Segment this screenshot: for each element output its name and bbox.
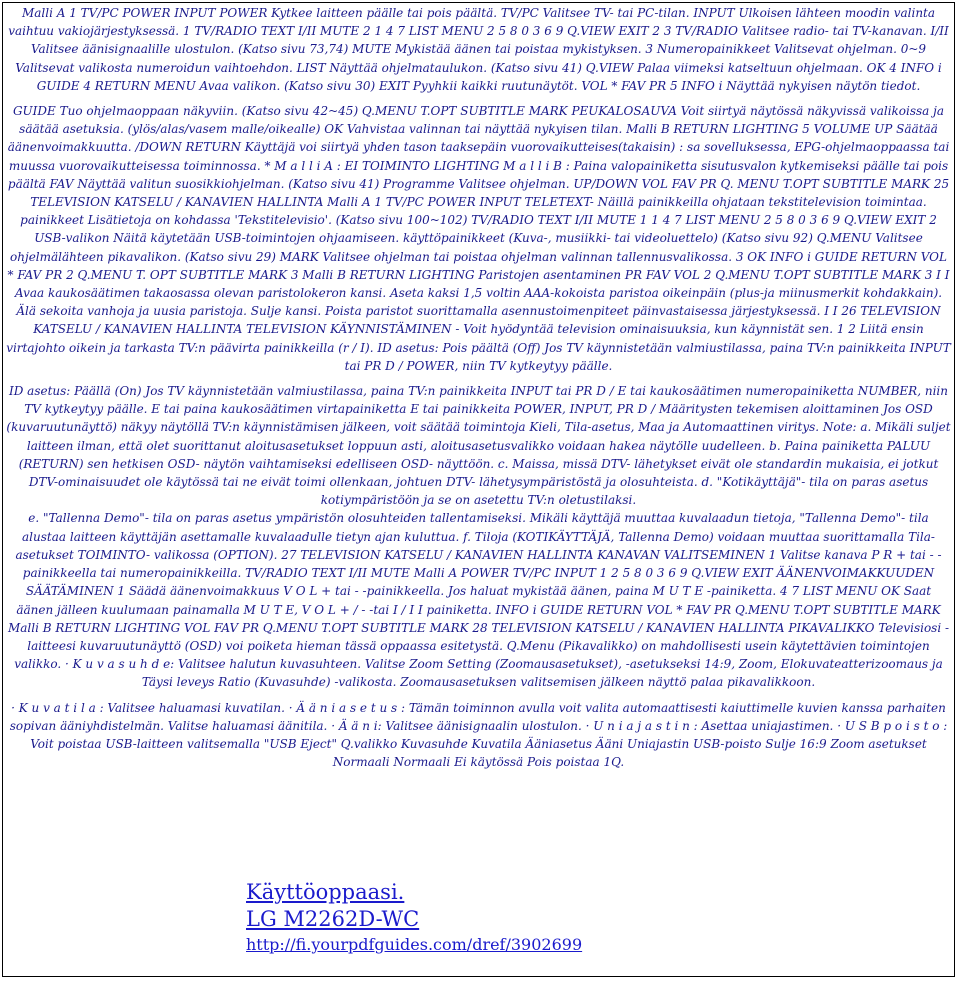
document-page xyxy=(2,2,955,977)
manual-title-link[interactable]: Käyttöoppaasi. xyxy=(246,880,405,904)
paragraph-2: GUIDE Tuo ohjelmaoppaan näkyviin. (Katso sivu 42~45) Q.MENU T.OPT SUBTITLE MARK PEUKALOSAUVA Voit siirtyä näytössä näkyvissä valikoissa ja säätää asetuksia. (ylös/alas/vasem malle/oikealle) OK Vahvistaa valinnan tai näyttää nykyisen tilan. Malli B RETURN LIGHTING 5 VOLUME UP Säätää äänenvoimakkuutta. /DOWN RETURN Käyttäjä voi siirtyä yhden tason taaksepäin vuorovaikutteises(takaisin) : sa sovelluksessa, EPG-ohjelmaoppaassa tai muussa vuorovaikutteisessa toiminnossa. * M a l l i A : EI TOIMINTO LIGHTING M a l l i B : Paina valopainiketta sisutusvalon kytkemiseksi päälle tai pois päältä FAV Näyttää valitun suosikkiohjelman. (Katso sivu 41) Programme Valitsee ohjelman. UP/DOWN VOL FAV PR Q. MENU T.OPT SUBTITLE MARK 25 TELEVISION KATSELU / KANAVIEN HALLINTA Malli A 1 TV/PC POWER INPUT TELETEXT- Näillä painikkeilla ohjataan tekstitelevision toimintaa. painikkeet Lisätietoja on kohdassa 'Tekstitelevisio'. (Katso sivu 100~102) TV/RADIO TEXT I/II MUTE 1 1 4 7 LIST MENU 2 5 8 0 3 6 9 Q.VIEW EXIT 2 USB-valikon Näitä käytetään USB-toimintojen ohjaamiseen. käyttöpainikkeet (Kuva-, musiikki- tai videoluettelo) (Katso sivu 92) Q.MENU Valitsee ohjelmälähteen pikavalikon. (Katso sivu 29) MARK Valitsee ohjelman tai poistaa ohjelman valinnan tallennusvalikossa. 3 OK INFO i GUIDE RETURN VOL * FAV PR 2 Q.MENU T. OPT SUBTITLE MARK 3 Malli B RETURN LIGHTING Paristojen asentaminen PR FAV VOL 2 Q.MENU T.OPT SUBTITLE MARK 3 I I Avaa kaukosäätimen takaosassa olevan paristolokeron kansi. Aseta kaksi 1,5 voltin AAA-kokoista paristoa oikeinpäin (plus-ja miinusmerkit kohdakkain). Älä sekoita vanhoja ja uusia paristoja. Sulje kansi. Poista paristot suorittamalla asennustoimenpiteet päinvastaisessa järjestyksessä. I I 26 TELEVISION KATSELU / KANAVIEN HALLINTA TELEVISION KÄYNNISTÄMINEN - Voit hyödyntää television ominaisuuksia, kun käynnistät sen. 1 2 Liitä ensin virtajohto oikein ja tarkasta TV:n päävirta painikkeilla (r / I). ID asetus: Pois päältä (Off) Jos TV käynnistetään valmiustilassa, paina TV:n painikkeita INPUT tai PR D / POWER, niin TV kytkeytyy päälle. xyxy=(6,104,951,373)
paragraph-1: Malli A 1 TV/PC POWER INPUT POWER Kytkee laitteen päälle tai pois päältä. TV/PC Valitsee TV- tai PC-tilan. INPUT Ulkoisen lähteen moodin valinta vaihtuu vakiojärjestyksessä. 1 TV/RADIO TEXT I/II MUTE 2 1 4 7 LIST MENU 2 5 8 0 3 6 9 Q.VIEW EXIT 2 3 TV/RADIO Valitsee radio- tai TV-kanavan. I/II Valitsee äänisignaalille ulostulon. (Katso sivu 73,74) MUTE Mykistää äänen tai poistaa mykistyksen. 3 Numeropainikkeet Valitsevat ohjelman. 0~9 Valitsevat valikosta numeroidun vaihtoehdon. LIST Näyttää ohjelmataulukon. (Katso sivu 41) Q.VIEW Palaa viimeksi katseltuun ohjelmaan. OK 4 INFO i GUIDE 4 RETURN MENU Avaa valikon. (Katso sivu 30) EXIT Pyyhkii kaikki ruutunäytöt. VOL * FAV PR 5 INFO i Näyttää nykyisen näytön tiedot. xyxy=(8,6,949,93)
paragraph-5: · K u v a t i l a : Valitsee haluamasi kuvatilan. · Ä ä n i a s e t u s : Tämän toiminnon avulla voit valita automaattisesti kaiuttimelle kuvien kanssa parhaiten sopivan ääniyhdistelmän. Valitse haluamasi äänitila. · Ä ä n i: Valitsee äänisignaalin ulostulon. · U n i a j a s t i n : Asettaa uniajastimen. · U S B p o i s t o : Voit poistaa USB-laitteen valitsemalla "USB Eject" Q.valikko Kuvasuhde Kuvatila Ääniasetus Ääni Uniajastin USB-poisto Sulje 16:9 Zoom asetukset Normaali Normaali Ei käytössä Pois poistaa 1Q. xyxy=(9,700,948,770)
footer-links xyxy=(246,879,582,955)
paragraph-4: e. "Tallenna Demo"- tila on paras asetus ympäristön olosuhteiden tallentamiseksi. Mikäli käyttäjä muuttaa kuvalaadun tietoja, "Tallenna Demo"- tila alustaa laitteen käyttäjän asettamalle kuvalaadulle tietyn ajan kuluttua. f. Tiloja (KOTIKÄYTTÄJÄ, Tallenna Demo) voidaan muuttaa suorittamalla Tila-asetukset TOIMINTO- valikossa (OPTION). 27 TELEVISION KATSELU / KANAVIEN HALLINTA KANAVAN VALITSEMINEN 1 Valitse kanava P R + tai - -painikkeella tai numeropainikkeilla. TV/RADIO TEXT I/II MUTE Malli A POWER TV/PC INPUT 1 2 5 8 0 3 6 9 Q.VIEW EXIT ÄÄNENVOIMAKKUUDEN SÄÄTÄMINEN 1 Säädä äänenvoimakkuus V O L + tai - -painikkeella. Jos haluat mykistää äänen, paina M U T E -painiketta. 4 7 LIST MENU OK Saat äänen jälleen kuulumaan painamalla M U T E, V O L + / - -tai I / I I painiketta. INFO i GUIDE RETURN VOL * FAV PR Q.MENU T.OPT SUBTITLE MARK Malli B RETURN LIGHTING VOL FAV PR Q.MENU T.OPT SUBTITLE MARK 28 TELEVISION KATSELU / KANAVIEN HALLINTA PIKAVALIKKO Televisiosi -laitteesi kuvaruutunäyttö (OSD) voi poiketa hieman tässä oppaassa esitetystä. Q.Menu (Pikavalikko) on mahdollisesti usein käytettävien toimintojen valikko. · K u v a s u h d e: Valitsee halutun kuvasuhteen. Valitse Zoom Setting (Zoomausasetukset), -asetukseksi 14:9, Zoom, Elokuvateatterizoomaus ja Täysi leveys Ratio (Kuvasuhde) -valikosta. Zoomausasetuksen valitsemisen jälkeen näyttö palaa pikavalikkoon. xyxy=(7,511,950,690)
source-url-link[interactable]: http://fi.yourpdfguides.com/dref/3902699 xyxy=(246,935,583,954)
model-link[interactable]: LG M2262D-WC xyxy=(246,907,420,931)
paragraph-3: ID asetus: Päällä (On) Jos TV käynnistetään valmiustilassa, paina TV:n painikkeita INPUT tai PR D / E tai kaukosäätimen numeropainiketta NUMBER, niin TV kytkeytyy päälle. E tai paina kaukosäätimen virtapainiketta E tai painikkeita POWER, INPUT, PR D / Määritysten tekemisen aloittaminen Jos OSD (kuvaruutunäyttö) näkyy näytöllä TV:n käynnistämisen jälkeen, voit säätää toimintoja Kieli, Tila-asetus, Maa ja Automaattinen viritys. Note: a. Mikäli suljet laitteen ilman, että olet suorittanut aloitusasetukset loppuun asti, aloitusasetusvalikko voidaan hakea näytölle uudelleen. b. Paina painiketta PALUU (RETURN) sen hetkisen OSD- näytön vaihtamiseksi edelliseen OSD- näyttöön. c. Maissa, missä DTV- lähetykset eivät ole standardin mukaisia, ei jotkut DTV-ominaisuudet ole käytössä tai ne eivät toimi ollenkaan, johtuen DTV- lähetysympäristöstä ja olosuhteista. d. "Kotikäyttäjä"- tila on paras asetus kotiympäristöön ja se on asetettu TV:n oletustilaksi. xyxy=(6,384,951,508)
